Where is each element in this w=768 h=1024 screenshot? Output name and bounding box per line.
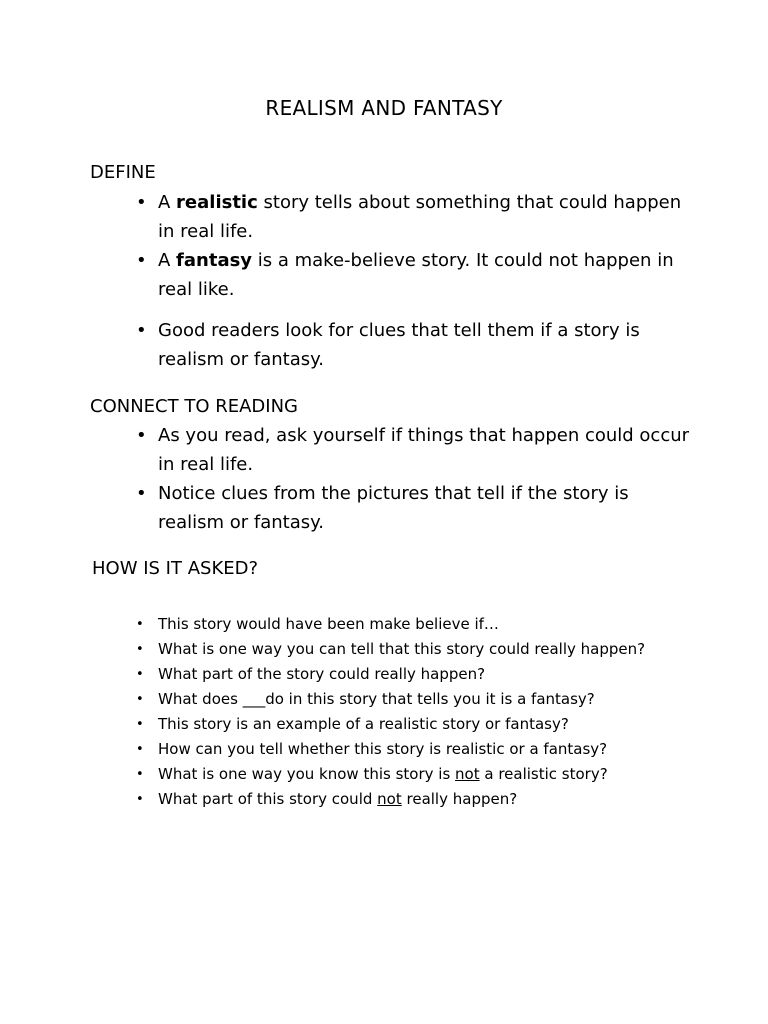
asked-list (132, 612, 692, 812)
define-item-text: A (158, 250, 177, 271)
asked-item-text: What is one way you can tell that this story could really happen? (158, 640, 646, 658)
emphasis-not: not (455, 765, 480, 783)
bullet-icon: • (136, 250, 147, 271)
define-item-text: A (158, 192, 177, 213)
define-item (130, 188, 690, 246)
define-term-realistic: realistic (176, 192, 258, 213)
asked-item-text: This story would have been make believe if… (158, 615, 499, 633)
define-list (130, 188, 690, 374)
connect-item (130, 421, 690, 479)
bullet-icon: • (136, 642, 144, 657)
asked-heading: HOW IS IT ASKED? (92, 558, 259, 579)
asked-item-text: What does ___do in this story that tells you it is a fantasy? (158, 690, 595, 708)
bullet-icon: • (136, 692, 144, 707)
emphasis-not: not (377, 790, 402, 808)
asked-item-text: What part of the story could really happen? (158, 665, 486, 683)
asked-item-text: really happen? (401, 790, 518, 808)
bullet-icon: • (136, 617, 144, 632)
define-item (130, 246, 690, 304)
asked-item (132, 662, 692, 687)
define-item-text: story tells about something that could happen in real life. (158, 192, 682, 242)
connect-list (130, 421, 690, 537)
connect-item (130, 479, 690, 537)
bullet-icon: • (136, 425, 147, 446)
asked-item-text: This story is an example of a realistic story or fantasy? (158, 715, 569, 733)
asked-item-text: What part of this story could (158, 790, 378, 808)
bullet-icon: • (136, 667, 144, 682)
connect-item-text: As you read, ask yourself if things that happen could occur in real life. (158, 425, 690, 475)
define-term-fantasy: fantasy (176, 250, 253, 271)
bullet-icon: • (136, 320, 147, 341)
define-item (130, 316, 690, 374)
connect-heading: CONNECT TO READING (90, 396, 298, 417)
asked-item-text: What is one way you know this story is (158, 765, 456, 783)
connect-item-text: Notice clues from the pictures that tell if the story is realism or fantasy. (158, 483, 629, 533)
asked-item (132, 612, 692, 637)
bullet-icon: • (136, 483, 147, 504)
asked-item (132, 762, 692, 787)
define-item-text: Good readers look for clues that tell them if a story is realism or fantasy. (158, 320, 640, 370)
asked-item (132, 712, 692, 737)
bullet-icon: • (136, 792, 144, 807)
bullet-icon: • (136, 742, 144, 757)
bullet-icon: • (136, 192, 147, 213)
bullet-icon: • (136, 717, 144, 732)
asked-item (132, 687, 692, 712)
asked-item (132, 637, 692, 662)
asked-item-text: How can you tell whether this story is realistic or a fantasy? (158, 740, 608, 758)
asked-item (132, 787, 692, 812)
define-item-text: is a make-believe story. It could not happen in real like. (158, 250, 674, 300)
page-title: REALISM AND FANTASY (265, 96, 503, 120)
bullet-icon: • (136, 767, 144, 782)
define-heading: DEFINE (90, 162, 156, 183)
asked-item-text: a realistic story? (479, 765, 608, 783)
asked-item (132, 737, 692, 762)
